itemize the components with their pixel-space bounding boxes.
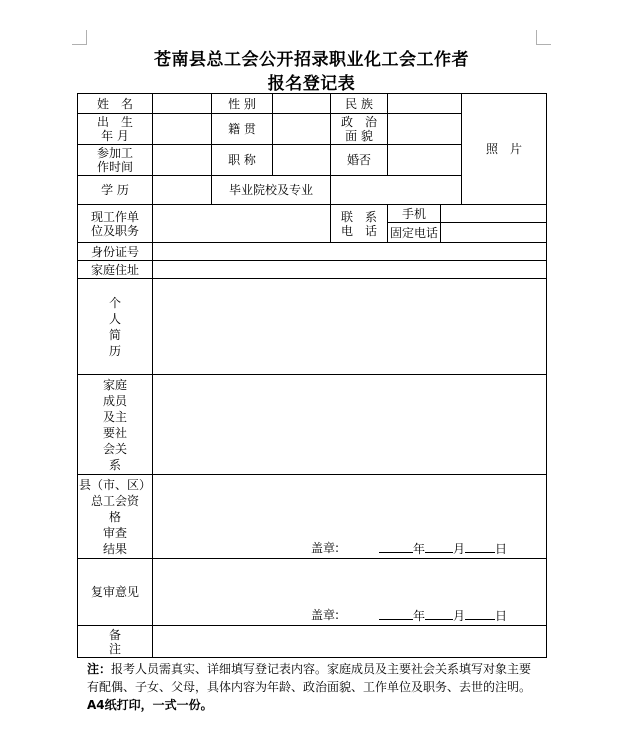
label-mobile: 手机 [388, 205, 441, 223]
form-title: 苍南县总工会公开招录职业化工会工作者 [154, 50, 469, 70]
photo-label: 照 片 [485, 142, 522, 156]
review-day: 日 [495, 542, 508, 556]
label-school: 毕业院校及专业 [212, 176, 331, 205]
field-workplace[interactable] [153, 205, 331, 243]
field-work-start[interactable] [153, 145, 212, 176]
label-name: 姓 名 [78, 94, 153, 114]
label-remarks: 备 注 [78, 626, 153, 658]
label-family: 家庭 成员 及主 要社 会关 系 [78, 375, 153, 475]
footnote-prefix: 注： [87, 662, 112, 676]
field-family[interactable] [153, 375, 547, 475]
label-origin: 籍 贯 [212, 114, 273, 145]
photo-cell[interactable] [462, 94, 547, 205]
label-education: 学 历 [78, 176, 153, 205]
label-id-number: 身份证号 [78, 243, 153, 261]
review-seal-label: 盖章: [311, 541, 340, 555]
margin-mark-top-left [72, 30, 87, 45]
label-birth: 出 生 年 月 [78, 114, 153, 145]
recheck-year: 年 [413, 609, 426, 623]
margin-mark-top-right [536, 30, 551, 45]
label-review: 县（市、区） 总工会资 格 审查 结果 [78, 475, 153, 559]
registration-form-table [77, 93, 547, 658]
field-id-number[interactable] [153, 243, 547, 261]
field-gender[interactable] [273, 94, 331, 114]
field-education[interactable] [153, 176, 212, 205]
label-marital: 婚否 [331, 145, 388, 176]
field-political[interactable] [388, 114, 462, 145]
field-school[interactable] [331, 176, 462, 205]
field-mobile[interactable] [441, 205, 547, 223]
field-birth[interactable] [153, 114, 212, 145]
recheck-seal-label: 盖章: [311, 608, 340, 622]
label-gender: 性 别 [212, 94, 273, 114]
label-resume: 个 人 简 历 [78, 279, 153, 375]
label-workplace: 现工作单 位及职务 [78, 205, 153, 243]
recheck-seal-row [153, 608, 546, 622]
label-ethnicity: 民 族 [331, 94, 388, 114]
field-landline[interactable] [441, 223, 547, 243]
field-name[interactable] [153, 94, 212, 114]
field-origin[interactable] [273, 114, 331, 145]
field-ethnicity[interactable] [388, 94, 462, 114]
field-review[interactable] [153, 475, 547, 559]
label-political: 政 治 面 貌 [331, 114, 388, 145]
recheck-day: 日 [495, 609, 508, 623]
field-recheck[interactable] [153, 559, 547, 626]
footnote [87, 660, 542, 714]
field-title-rank[interactable] [273, 145, 331, 176]
label-recheck: 复审意见 [78, 559, 153, 626]
label-address: 家庭住址 [78, 261, 153, 279]
field-address[interactable] [153, 261, 547, 279]
label-landline: 固定电话 [388, 223, 441, 243]
review-month: 月 [453, 542, 466, 556]
recheck-month: 月 [453, 609, 466, 623]
field-resume[interactable] [153, 279, 547, 375]
label-work-start: 参加工 作时间 [78, 145, 153, 176]
label-title-rank: 职 称 [212, 145, 273, 176]
review-seal-row [153, 541, 546, 555]
form-subtitle: 报名登记表 [267, 74, 356, 94]
field-marital[interactable] [388, 145, 462, 176]
field-remarks[interactable] [153, 626, 547, 658]
label-contact: 联 系 电 话 [331, 205, 388, 243]
review-year: 年 [413, 542, 426, 556]
footnote-text: 报考人员需真实、详细填写登记表内容。家庭成员及主要社会关系填写对象主要有配偶、子女、父母，具体内容为年龄、政治面貌、工作单位及职务、去世的注明。 [87, 662, 532, 694]
footnote-print-instruction: A4纸打印，一式一份。 [87, 698, 213, 712]
